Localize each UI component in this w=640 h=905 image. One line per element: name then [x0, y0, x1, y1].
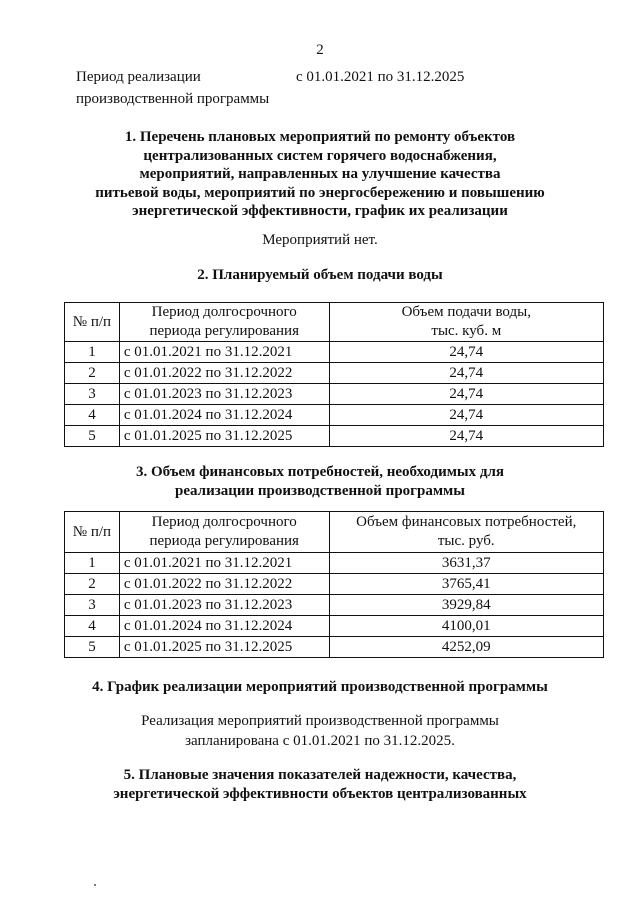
table-row: [65, 363, 604, 384]
row-num: 1: [65, 342, 120, 363]
table-row: [65, 405, 604, 426]
section5-title-line: энергетической эффективности объектов централизованных: [113, 785, 527, 802]
row-num: 4: [65, 405, 120, 426]
period-label-line2: производственной программы: [76, 91, 270, 107]
header-value-line1: Объем финансовых потребностей,: [356, 514, 577, 530]
table-header-row: [65, 303, 604, 342]
row-value: 3929,84: [329, 595, 603, 616]
section1-title: [0, 128, 640, 221]
section4-text: [0, 711, 640, 751]
section5-title: [0, 766, 640, 803]
supply-volume-table: [64, 302, 604, 447]
row-num: 5: [65, 426, 120, 447]
header-num: № п/п: [65, 512, 120, 553]
section4-text-line: запланирована с 01.01.2021 по 31.12.2025.: [185, 733, 455, 749]
header-period: [119, 303, 329, 342]
row-period: с 01.01.2022 по 31.12.2022: [119, 363, 329, 384]
row-num: 3: [65, 595, 120, 616]
row-value: 24,74: [329, 342, 603, 363]
row-value: 3631,37: [329, 553, 603, 574]
section3-title-line: 3. Объем финансовых потребностей, необходимых для: [135, 464, 505, 480]
section1-title-line: централизованных систем горячего водоснабжения,: [143, 147, 497, 164]
section1-title-line: 1. Перечень плановых мероприятий по ремонту объектов: [124, 129, 516, 145]
row-period: с 01.01.2024 по 31.12.2024: [119, 405, 329, 426]
row-period: с 01.01.2023 по 31.12.2023: [119, 595, 329, 616]
table-row: [65, 426, 604, 447]
row-value: 24,74: [329, 363, 603, 384]
row-value: 24,74: [329, 384, 603, 405]
scan-artifact: [94, 884, 96, 886]
section4-text-line: Реализация мероприятий производственной программы: [141, 713, 499, 729]
table-row: [65, 616, 604, 637]
section1-title-line: энергетической эффективности, график их реализации: [132, 203, 508, 219]
section2-title: 2. Планируемый объем подачи воды: [197, 267, 443, 283]
period-value: с 01.01.2021 по 31.12.2025: [296, 69, 465, 85]
row-num: 3: [65, 384, 120, 405]
section3-title: [0, 463, 640, 500]
period-label-line1: Период реализации: [76, 69, 201, 85]
row-value: 3765,41: [329, 574, 603, 595]
header-value-line2: тыс. куб. м: [431, 323, 502, 339]
row-period: с 01.01.2021 по 31.12.2021: [119, 342, 329, 363]
header-period: [119, 512, 329, 553]
table-row: [65, 342, 604, 363]
row-period: с 01.01.2025 по 31.12.2025: [119, 637, 329, 658]
section4-title: 4. График реализации мероприятий производственной программы: [92, 679, 548, 695]
header-period-line2: периода регулирования: [149, 323, 299, 339]
row-num: 2: [65, 574, 120, 595]
header-period-line1: Период долгосрочного: [151, 514, 297, 530]
table-row: [65, 637, 604, 658]
header-value-line2: тыс. руб.: [437, 533, 495, 549]
row-period: с 01.01.2025 по 31.12.2025: [119, 426, 329, 447]
financial-needs-table: [64, 511, 604, 658]
row-num: 4: [65, 616, 120, 637]
row-period: с 01.01.2024 по 31.12.2024: [119, 616, 329, 637]
row-period: с 01.01.2021 по 31.12.2021: [119, 553, 329, 574]
header-period-line1: Период долгосрочного: [151, 304, 297, 320]
row-value: 4100,01: [329, 616, 603, 637]
row-period: с 01.01.2023 по 31.12.2023: [119, 384, 329, 405]
row-value: 24,74: [329, 426, 603, 447]
table-header-row: [65, 512, 604, 553]
header-period-line2: периода регулирования: [149, 533, 299, 549]
table-row: [65, 384, 604, 405]
row-num: 1: [65, 553, 120, 574]
row-period: с 01.01.2022 по 31.12.2022: [119, 574, 329, 595]
header-value: [329, 512, 603, 553]
section1-title-line: мероприятий, направленных на улучшение качества: [139, 166, 501, 182]
row-num: 2: [65, 363, 120, 384]
header-value-line1: Объем подачи воды,: [401, 304, 531, 320]
row-num: 5: [65, 637, 120, 658]
section1-title-line: питьевой воды, мероприятий по энергосбережению и повышению: [95, 184, 545, 201]
row-value: 4252,09: [329, 637, 603, 658]
page-number: 2: [316, 42, 324, 58]
section1-note: Мероприятий нет.: [262, 232, 378, 248]
section5-title-line: 5. Плановые значения показателей надежности, качества,: [123, 767, 517, 783]
period-label: [76, 66, 269, 110]
header-value: [329, 303, 603, 342]
table-row: [65, 574, 604, 595]
header-num: № п/п: [65, 303, 120, 342]
table-row: [65, 595, 604, 616]
table-row: [65, 553, 604, 574]
row-value: 24,74: [329, 405, 603, 426]
section3-title-line: реализации производственной программы: [175, 482, 465, 499]
